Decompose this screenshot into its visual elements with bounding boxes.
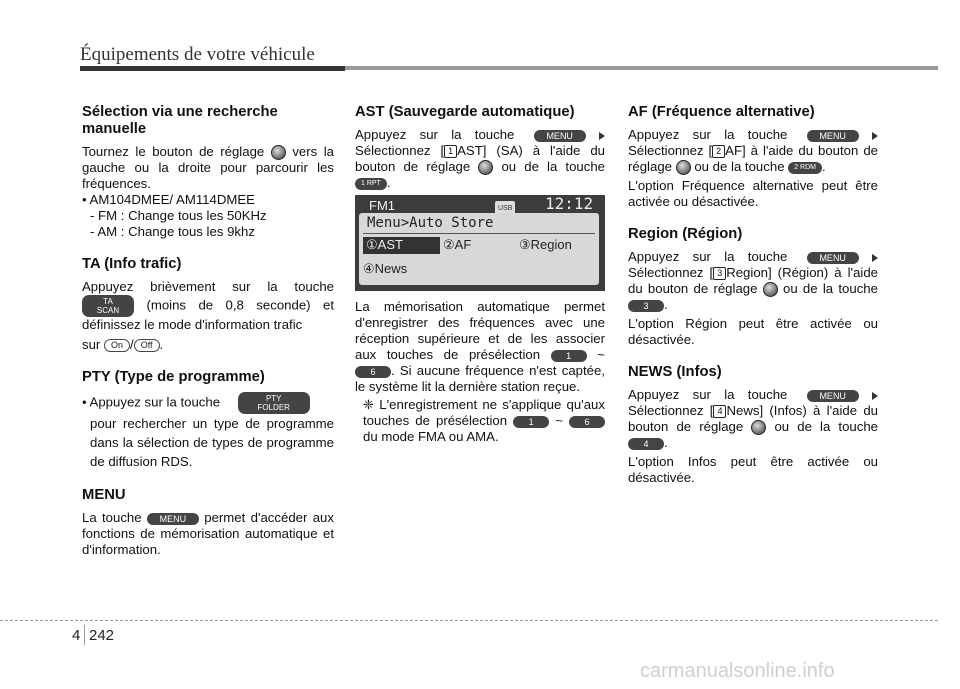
- tune-knob-icon: [763, 282, 778, 297]
- btn-line: SCAN: [96, 306, 120, 316]
- af-status: L'option Fréquence alternative peut être activée ou désactivée.: [628, 178, 878, 210]
- text: . Si aucune fréquence n'est captée, le système lit la dernière station reçue.: [355, 363, 605, 395]
- footer-rule: [0, 620, 938, 621]
- pty-folder-button-icon: [238, 392, 310, 414]
- off-button-icon: Off: [134, 339, 160, 352]
- text: ~: [555, 413, 563, 429]
- models-line: • AM104DMEE/ AM114DMEE: [82, 192, 255, 208]
- preset-3-button-icon: 3: [628, 300, 664, 312]
- page-number-divider: [84, 625, 85, 645]
- manual-search-text: [82, 144, 334, 192]
- chapter-number: 4: [72, 627, 81, 644]
- menu-button-icon: MENU: [807, 390, 859, 402]
- pty-text-2: pour rechercher un type de programme dans la sélection de types de programme de diffusion RDS.: [90, 416, 334, 470]
- display-usb-badge: USB: [495, 201, 515, 217]
- region-status: L'option Région peut être activée ou désactivée.: [628, 316, 878, 348]
- text: ou de la touche: [501, 159, 605, 174]
- text: .: [664, 435, 668, 451]
- text: ou de la touche: [694, 159, 785, 174]
- column-middle: [355, 104, 605, 445]
- column-right: [628, 104, 878, 486]
- number-box-icon: 1: [444, 145, 457, 158]
- text: Appuyez sur la touche: [628, 387, 788, 403]
- text: ❈ L'enregistrement ne s'applique qu'aux touches de présélection: [363, 397, 605, 429]
- text: Appuyez sur la touche: [628, 249, 788, 265]
- arrow-right-icon: [872, 132, 878, 140]
- menu-button-icon: MENU: [147, 513, 199, 525]
- display-panel: [359, 213, 599, 285]
- menu-text: [82, 510, 334, 558]
- page-number: 242: [89, 627, 115, 644]
- text: AF] à l'aide du bouton de réglage: [628, 143, 878, 174]
- number-box-icon: 4: [713, 405, 726, 418]
- number-box-icon: 2: [712, 145, 725, 158]
- text: Region] (Région) à l'aide du bouton de réglage: [628, 265, 879, 297]
- tune-knob-icon: [478, 160, 493, 175]
- arrow-right-icon: [599, 132, 605, 140]
- btn-line: FOLDER: [257, 403, 290, 413]
- display-band: FM1: [369, 198, 395, 214]
- number-box-icon: 3: [713, 267, 726, 280]
- display-menu-title: Menu>Auto Store: [367, 215, 494, 232]
- tune-knob-icon: [676, 160, 691, 175]
- fm-step-line: - FM : Change tous les 50KHz: [90, 208, 267, 224]
- section-title-ta: TA (Info trafic): [82, 256, 182, 273]
- section-title-menu: MENU: [82, 487, 126, 504]
- preset-1-rpt-button-icon: 1 RPT: [355, 178, 387, 190]
- ast-description: [355, 299, 605, 395]
- watermark: carmanualsonline.info: [640, 660, 835, 682]
- preset-2-rdm-button-icon: 2 RDM: [788, 162, 822, 174]
- display-divider: [363, 233, 595, 234]
- arrow-right-icon: [872, 392, 878, 400]
- region-text: [628, 249, 878, 313]
- section-title-ast: AST (Sauvegarde automatique): [355, 104, 575, 120]
- section-title-region: Region (Région): [628, 226, 743, 243]
- text: Sélectionnez [: [628, 403, 714, 419]
- text: du mode FMA ou AMA.: [363, 429, 499, 445]
- preset-6-button-icon: 6: [355, 366, 391, 378]
- on-button-icon: On: [104, 339, 130, 352]
- text: sur: [82, 337, 101, 353]
- section-title-manual-search: Sélection via une recherche manuelle: [82, 104, 278, 137]
- preset-1-button-icon: 1: [551, 350, 587, 362]
- preset-4-button-icon: 4: [628, 438, 664, 450]
- text: La touche: [82, 510, 142, 526]
- text: permet d'accéder aux fonctions de mémorisation automatique et d'information.: [82, 510, 334, 558]
- text: /: [130, 337, 134, 353]
- section-title-af: AF (Fréquence alternative): [628, 104, 815, 120]
- text: vers la gauche ou la droite pour parcourir les fréquences.: [82, 144, 335, 192]
- ta-onoff-line: [82, 337, 334, 353]
- text: Sélectionnez [: [355, 143, 445, 158]
- display-item-ast: ①AST: [363, 237, 440, 254]
- text: • Appuyez sur la touche: [82, 394, 221, 410]
- tune-knob-icon: [271, 145, 286, 160]
- text: Sélectionnez [: [628, 265, 714, 281]
- text: .: [159, 337, 164, 353]
- arrow-right-icon: [872, 254, 878, 262]
- text: Appuyez sur la touche: [628, 127, 788, 142]
- text: News] (Infos) à l'aide du bouton de réglage: [628, 403, 878, 435]
- display-item-news: ④News: [363, 261, 408, 277]
- text: ou de la touche: [774, 419, 878, 435]
- text: La mémorisation automatique permet d'enregistrer des fréquences avec une réception supérieure et de les associer aux touches de présélection: [355, 299, 605, 363]
- section-title-news: NEWS (Infos): [628, 364, 722, 381]
- af-text: [628, 127, 878, 175]
- menu-button-icon: MENU: [534, 130, 586, 142]
- preset-1-button-icon: 1: [513, 416, 549, 428]
- ta-text: [82, 279, 334, 333]
- text: Appuyez sur la touche: [355, 127, 515, 142]
- section-title-pty: PTY (Type de programme): [82, 369, 265, 386]
- text: AST] (SA) à l'aide du bouton de réglage: [355, 143, 605, 174]
- menu-button-icon: MENU: [807, 130, 859, 142]
- text: Tournez le bouton de réglage: [82, 144, 265, 159]
- text: .: [386, 175, 391, 191]
- text: (moins de 0,8 seconde) et définissez le mode d'information trafic: [82, 297, 334, 333]
- btn-line: TA: [103, 297, 113, 307]
- display-item-af: ②AF: [443, 237, 472, 253]
- am-step-line: - AM : Change tous les 9khz: [90, 224, 255, 240]
- preset-6-button-icon: 6: [569, 416, 605, 428]
- text: ou de la touche: [782, 281, 878, 297]
- text: Sélectionnez [: [628, 143, 713, 158]
- display-item-region: ③Region: [519, 237, 572, 253]
- radio-display-image: [355, 195, 605, 291]
- header-rule-accent: [80, 66, 345, 71]
- text: ~: [597, 347, 605, 363]
- ta-scan-button-icon: [82, 295, 134, 317]
- header-title: Équipements de votre véhicule: [80, 44, 315, 65]
- tune-knob-icon: [751, 420, 766, 435]
- column-left: [82, 104, 334, 558]
- text: .: [664, 297, 668, 313]
- news-status: L'option Infos peut être activée ou désactivée.: [628, 454, 878, 486]
- text: Appuyez brièvement sur la touche: [82, 279, 334, 295]
- btn-line: PTY: [265, 394, 282, 404]
- news-text: [628, 387, 878, 451]
- ast-note: [355, 397, 605, 445]
- menu-button-icon: MENU: [807, 252, 859, 264]
- ast-text: [355, 127, 605, 191]
- display-clock: 12:12: [545, 194, 594, 214]
- text: .: [822, 159, 826, 174]
- pty-text: [82, 392, 334, 414]
